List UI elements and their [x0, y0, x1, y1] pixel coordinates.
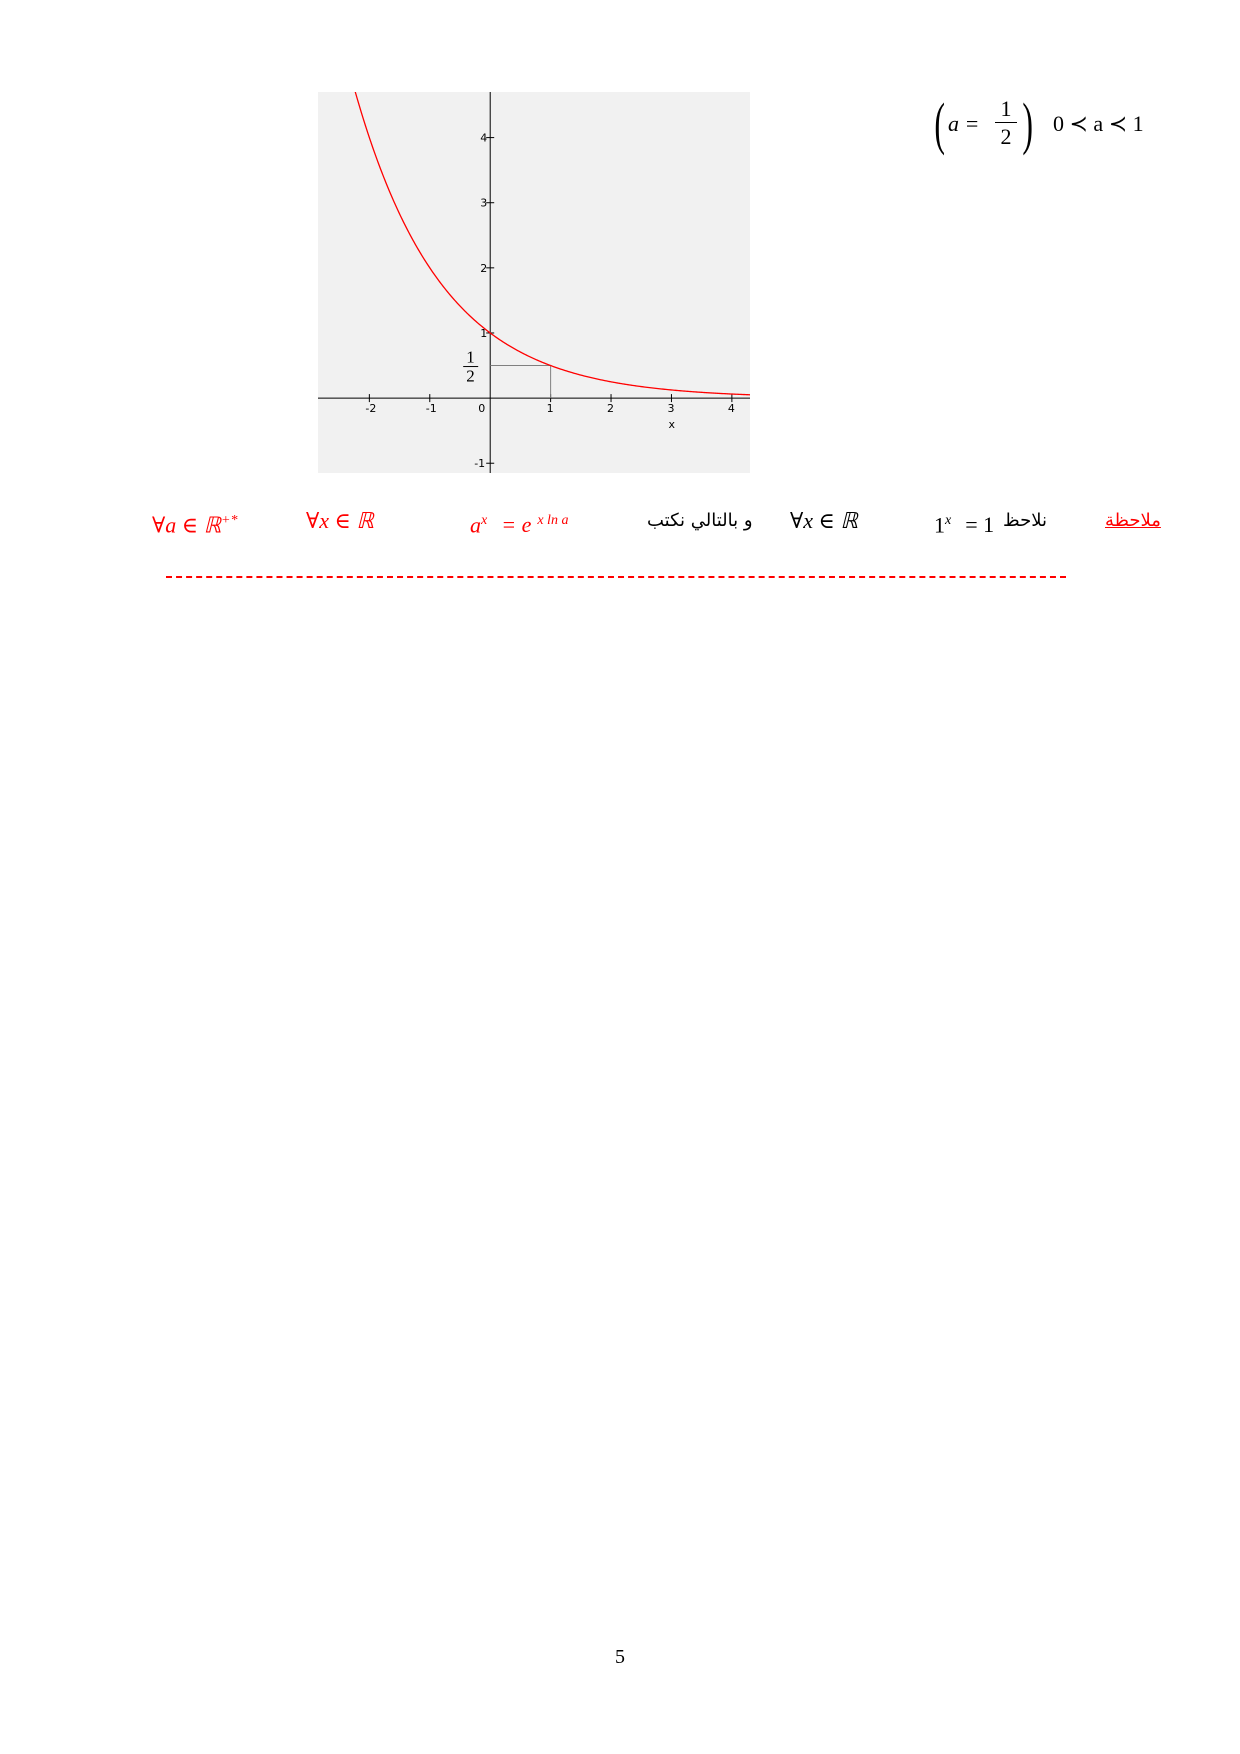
forall-a-text: ∀a ∈ ℝ — [152, 512, 221, 538]
expr1-rhs: = 1 — [965, 512, 995, 538]
y-tick-label: 1 — [480, 326, 488, 340]
curve-series — [347, 92, 750, 395]
eq-e: = e — [501, 512, 532, 538]
half-label-numerator: 1 — [466, 347, 475, 367]
half-label-denominator: 2 — [466, 366, 475, 386]
y-tick-label: -1 — [474, 457, 486, 471]
forall-x-real-2: ∀x ∈ ℝ — [306, 508, 374, 533]
one-power-x-expression — [934, 506, 994, 540]
guides — [490, 366, 550, 399]
y-tick-label: 3 — [480, 196, 488, 210]
right-paren: ) — [1022, 91, 1033, 156]
fraction-numerator: 1 — [995, 96, 1017, 123]
y-tick-label: 4 — [480, 131, 488, 145]
forall-x-real-1: ∀x ∈ ℝ — [790, 508, 858, 533]
forall-a-superscript: +* — [221, 513, 238, 528]
fraction-denominator: 2 — [1000, 124, 1012, 149]
ax-base: a — [470, 512, 481, 538]
forall-a-positive-reals — [152, 506, 237, 540]
page-number: 5 — [615, 1646, 625, 1668]
x-tick-label: -1 — [425, 402, 437, 416]
exp-definition-formula — [470, 506, 568, 540]
chart-svg — [318, 92, 750, 473]
x-tick-label: -2 — [365, 402, 377, 416]
x-tick-label: 4 — [727, 402, 735, 416]
x-tick-label: 1 — [546, 402, 554, 416]
therefore-we-write: و بالتالي نكتب — [647, 510, 753, 531]
exponential-graph — [318, 92, 750, 473]
expr1-base: 1 — [934, 512, 945, 538]
a-equals-label: a = — [948, 111, 980, 136]
ticks — [365, 132, 735, 471]
y-tick-label: 2 — [480, 261, 488, 275]
x-tick-label: 2 — [607, 402, 615, 416]
axes — [318, 92, 750, 473]
range-condition: 0 ≺ a ≺ 1 — [1053, 111, 1144, 136]
x-axis-label: x — [668, 418, 675, 432]
left-paren: ( — [934, 91, 945, 156]
ax-exponent: x — [481, 513, 488, 528]
expr1-exponent: x — [945, 513, 952, 528]
observe-word: نلاحظ — [1003, 510, 1047, 531]
a-value-fraction — [995, 96, 1017, 151]
x-tick-label: 3 — [667, 402, 675, 416]
remark-title: ملاحظة — [1105, 510, 1161, 531]
section-divider — [166, 576, 1066, 578]
x-tick-label: 0 — [478, 402, 486, 416]
exp-part: x ln a — [537, 513, 569, 528]
